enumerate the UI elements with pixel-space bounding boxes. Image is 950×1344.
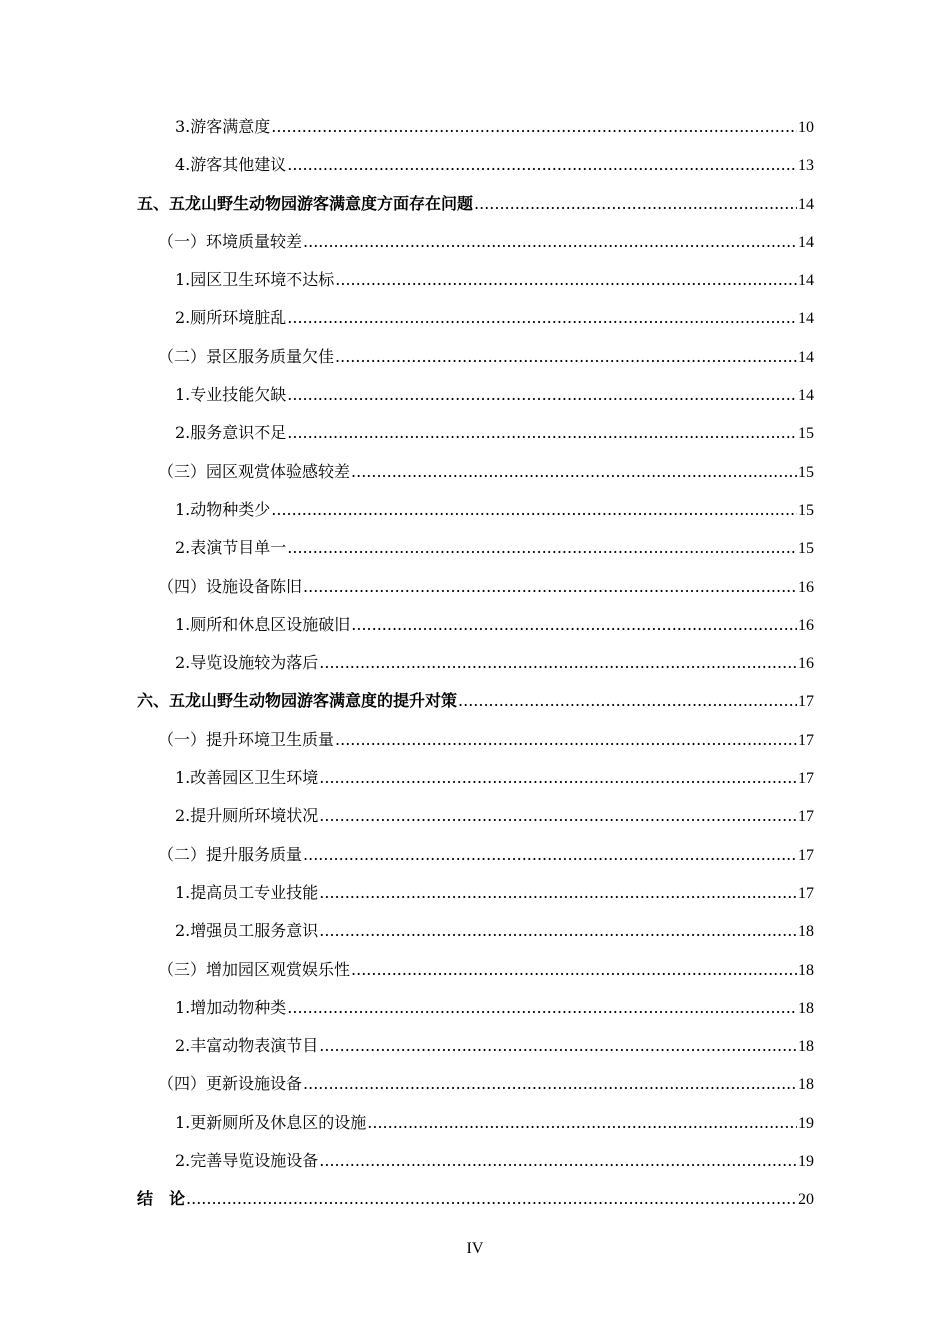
toc-section-entry [0,951,950,989]
toc-section-entry [0,568,950,606]
toc-entry [0,797,950,835]
toc-dot-leader [319,644,797,682]
toc-entry [0,874,950,912]
toc-entry-page: 18 [798,961,814,979]
toc-entry-title: 五、五龙山野生动物园游客满意度方面存在问题 [137,193,474,213]
table-of-contents [0,108,950,1219]
toc-dot-leader [287,146,797,184]
toc-entry-title: 1.专业技能欠缺 [175,385,287,405]
toc-section-entry [0,836,950,874]
toc-entry-page: 20 [798,1191,814,1209]
toc-dot-leader [335,261,797,299]
toc-dot-leader [367,1104,797,1142]
toc-entry-page: 17 [798,846,814,864]
toc-dot-leader [287,299,797,337]
toc-entry-page: 17 [798,808,814,826]
toc-entry-page: 16 [798,655,814,673]
toc-entry [0,529,950,567]
toc-dot-leader [303,568,797,606]
toc-entry-page: 13 [798,157,814,175]
toc-entry-page: 18 [798,1038,814,1056]
toc-dot-leader [287,376,797,414]
toc-dot-leader [335,338,797,376]
toc-entry-page: 18 [798,1076,814,1094]
toc-entry-page: 10 [798,119,814,136]
toc-entry-title: 2.服务意识不足 [175,423,287,443]
toc-entry-page: 14 [798,195,814,213]
toc-entry-page: 19 [798,1153,814,1171]
toc-entry-title: 2.厕所环境脏乱 [175,308,287,328]
toc-entry [0,299,950,337]
toc-dot-leader [287,529,797,567]
toc-entry-title: （四）更新设施设备 [158,1074,303,1094]
toc-entry-title: （三）园区观赏体验感较差 [158,461,351,481]
toc-dot-leader [287,414,797,452]
toc-dot-leader [474,185,797,223]
toc-entry [0,989,950,1027]
toc-entry [0,606,950,644]
toc-dot-leader [271,491,797,529]
toc-chapter-entry [0,1180,950,1218]
toc-entry [0,1142,950,1180]
toc-entry-page: 16 [798,616,814,634]
toc-entry-title: 2.完善导览设施设备 [175,1151,319,1171]
toc-entry [0,912,950,950]
toc-entry [0,644,950,682]
toc-entry-page: 14 [798,387,814,405]
toc-entry [0,376,950,414]
toc-section-entry [0,453,950,491]
toc-entry [0,491,950,529]
toc-entry-title: 1.提高员工专业技能 [175,882,319,902]
toc-entry-title: 1.动物种类少 [175,499,271,519]
toc-dot-leader [319,797,797,835]
toc-dot-leader [335,721,797,759]
toc-entry-title: （二）提升服务质量 [158,844,303,864]
toc-dot-leader [319,1142,797,1180]
toc-entry-page: 16 [798,578,814,596]
toc-entry-title: （二）景区服务质量欠佳 [158,346,335,366]
toc-entry-title: 3.游客满意度 [175,117,271,136]
toc-entry-title: 1.增加动物种类 [175,997,287,1017]
toc-dot-leader [458,682,797,720]
toc-entry-title: 结 论 [137,1189,186,1209]
toc-entry [0,1027,950,1065]
toc-dot-leader [319,759,797,797]
toc-entry-page: 18 [798,923,814,941]
toc-entry-page: 14 [798,310,814,328]
toc-entry-page: 14 [798,233,814,251]
toc-section-entry [0,1065,950,1103]
toc-entry [0,1104,950,1142]
toc-entry-title: （四）设施设备陈旧 [158,576,303,596]
toc-entry-title: 4.游客其他建议 [175,155,287,175]
toc-entry-page: 17 [798,731,814,749]
toc-dot-leader [271,108,797,146]
toc-entry [0,759,950,797]
toc-entry-title: 1.厕所和休息区设施破旧 [175,614,351,634]
toc-entry-page: 15 [798,463,814,481]
toc-entry-page: 15 [798,501,814,519]
toc-dot-leader [319,912,797,950]
toc-entry-title: 1.园区卫生环境不达标 [175,270,335,290]
toc-entry [0,146,950,184]
toc-entry [0,108,950,146]
toc-section-entry [0,223,950,261]
toc-entry-title: 六、五龙山野生动物园游客满意度的提升对策 [137,691,458,711]
toc-section-entry [0,721,950,759]
toc-dot-leader [351,951,797,989]
toc-entry-page: 15 [798,425,814,443]
toc-entry-title: （一）环境质量较差 [158,231,303,251]
toc-entry-title: 2.增强员工服务意识 [175,921,319,941]
toc-chapter-entry [0,185,950,223]
toc-dot-leader [319,874,797,912]
toc-section-entry [0,338,950,376]
toc-entry-page: 15 [798,540,814,558]
toc-entry-page: 18 [798,999,814,1017]
page-number: IV [466,1240,484,1257]
toc-entry-page: 14 [798,348,814,366]
toc-entry-page: 17 [798,884,814,902]
toc-entry-title: 1.改善园区卫生环境 [175,768,319,788]
toc-dot-leader [319,1027,797,1065]
toc-dot-leader [351,606,797,644]
toc-dot-leader [303,223,797,261]
toc-entry [0,414,950,452]
toc-dot-leader [186,1180,797,1218]
toc-entry-page: 19 [798,1114,814,1132]
toc-entry-title: （三）增加园区观赏娱乐性 [158,959,351,979]
toc-dot-leader [303,1065,797,1103]
toc-entry-title: 2.表演节目单一 [175,538,287,558]
toc-entry [0,261,950,299]
toc-entry-title: （一）提升环境卫生质量 [158,729,335,749]
toc-dot-leader [303,836,797,874]
toc-entry-page: 17 [798,693,814,711]
toc-entry-title: 2.提升厕所环境状况 [175,806,319,826]
toc-entry-page: 17 [798,770,814,788]
toc-entry-title: 1.更新厕所及休息区的设施 [175,1112,367,1132]
toc-entry-title: 2.丰富动物表演节目 [175,1036,319,1056]
toc-dot-leader [351,453,797,491]
toc-chapter-entry [0,682,950,720]
toc-entry-title: 2.导览设施较为落后 [175,653,319,673]
toc-entry-page: 14 [798,272,814,290]
toc-dot-leader [287,989,797,1027]
